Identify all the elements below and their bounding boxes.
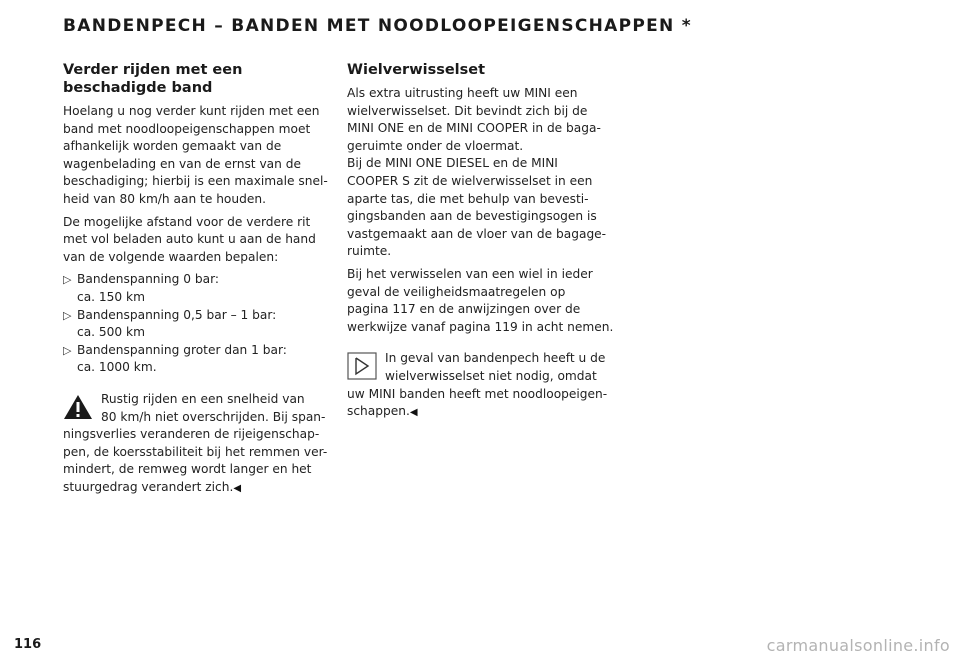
page-number: 116 (14, 637, 42, 652)
text-line: In geval van bandenpech heeft u de (385, 351, 606, 366)
list-item-distance: ca. 500 km (77, 325, 145, 340)
section-heading-wheel-change-set: Wielverwisselset (347, 62, 486, 78)
list-item-distance: ca. 1000 km. (77, 360, 157, 375)
text-line: pagina 117 en de anwijzingen over de (347, 302, 581, 317)
paragraph-wheel-change-set (347, 85, 629, 261)
text-line: heid van 80 km/h aan te houden. (63, 191, 266, 206)
text-line: 80 km/h niet overschrijden. Bij span- (101, 409, 326, 424)
paragraph-safety-reference (347, 266, 629, 336)
text-line: gingsbanden aan de bevestigingsogen is (347, 209, 597, 224)
list-item-pressure: Bandenspanning 0 bar: (77, 272, 219, 287)
text-line: wagenbelading en van de ernst van de (63, 156, 301, 171)
text-line: vastgemaakt aan de vloer van de bagage- (347, 226, 607, 241)
text-line: ruimte. (347, 244, 392, 259)
list-item-pressure: Bandenspanning 0,5 bar – 1 bar: (77, 307, 277, 322)
text-line: Bij de MINI ONE DIESEL en de MINI (347, 156, 558, 171)
paragraph-distance-values (63, 214, 339, 267)
text-line: COOPER S zit de wielverwisselset in een (347, 173, 593, 188)
end-mark-icon: ◀ (233, 482, 242, 494)
list-item-distance: ca. 150 km (77, 289, 145, 304)
end-mark-icon: ◀ (409, 407, 418, 419)
note-arrow-icon (347, 352, 377, 380)
warning-triangle-icon (63, 393, 93, 421)
text-line: band met noodloopeigenschappen moet (63, 121, 311, 136)
text-line: Bij het verwisselen van een wiel in ieder (347, 266, 593, 281)
list-item-pressure: Bandenspanning groter dan 1 bar: (77, 342, 287, 357)
text-line: stuurgedrag verandert zich. (63, 479, 234, 494)
page-title: BANDENPECH – BANDEN MET NOODLOOPEIGENSCHAPPEN * (63, 16, 692, 36)
triangle-right-icon: ▷ (63, 308, 72, 322)
text-line: afhankelijk worden gemaakt van de (63, 139, 282, 154)
text-line: Rustig rijden en een snelheid van (101, 391, 305, 406)
text-line: van de volgende waarden bepalen: (63, 249, 279, 264)
pressure-distance-list (63, 271, 339, 377)
text-line: uw MINI banden heeft met noodloopeigen- (347, 386, 608, 401)
text-line: beschadiging; hierbij is een maximale snel- (63, 174, 328, 189)
triangle-right-icon: ▷ (63, 273, 72, 287)
section-heading-continue-driving: Verder rijden met een beschadigde band (63, 62, 243, 96)
warning-note (63, 391, 339, 498)
text-line: ningsverlies veranderen de rijeigenschap- (63, 427, 320, 442)
text-line: De mogelijke afstand voor de verdere rit (63, 214, 311, 229)
list-item (63, 307, 339, 342)
watermark: carmanualsonline.info (766, 636, 950, 655)
left-column (63, 61, 339, 497)
text-line: mindert, de remweg wordt langer en het (63, 462, 312, 477)
text-line: met vol beladen auto kunt u aan de hand (63, 232, 316, 247)
text-line: schappen. (347, 404, 410, 419)
text-line: aparte tas, die met behulp van bevesti- (347, 191, 589, 206)
text-line: werkwijze vanaf pagina 119 in acht nemen. (347, 319, 614, 334)
list-item (63, 271, 339, 306)
text-line: Hoelang u nog verder kunt rijden met een (63, 104, 320, 118)
text-line: MINI ONE en de MINI COOPER in de baga- (347, 121, 601, 136)
info-note (347, 350, 629, 421)
text-line: wielverwisselset. Dit bevindt zich bij de (347, 103, 588, 118)
paragraph-driving-distance (63, 103, 339, 209)
text-line: wielverwisselset niet nodig, omdat (385, 368, 597, 383)
text-line: Als extra uitrusting heeft uw MINI een (347, 86, 578, 100)
text-line: pen, de koersstabiliteit bij het remmen ver- (63, 444, 328, 459)
text-line: geval de veiligheidsmaatregelen op (347, 284, 566, 299)
list-item (63, 342, 339, 377)
right-column (347, 61, 629, 422)
text-line: geruimte onder de vloermat. (347, 138, 524, 153)
triangle-right-icon: ▷ (63, 343, 72, 357)
